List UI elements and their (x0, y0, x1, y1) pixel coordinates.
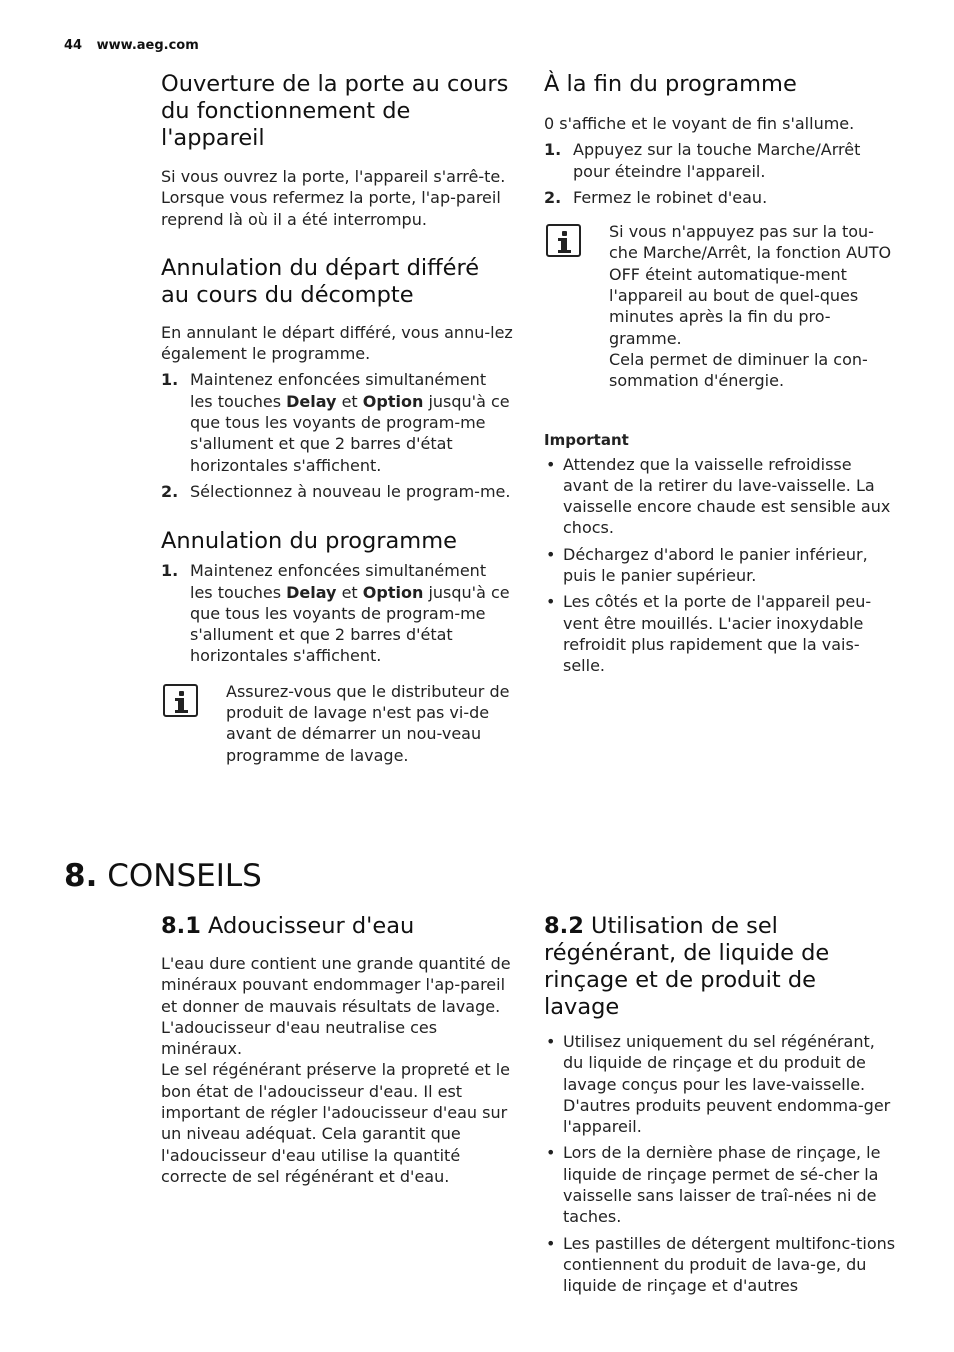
step-number: 1. (544, 140, 562, 160)
section-number: 8.2 (544, 913, 584, 939)
softener-paragraph-2: Le sel régénérant préserve la propreté et le bon état de l'adoucisseur d'eau. Il est important de régler l'adoucisseur d'eau sur un niveau adéquat. Cela garantit que l'adoucisseur d'eau utilise la quantité correcte de sel régénérant et d'eau. (161, 1060, 511, 1186)
important-list (544, 454, 896, 677)
bullet: • (546, 1032, 556, 1051)
chapter-name: CONSEILS (107, 858, 262, 894)
left-column (161, 71, 513, 766)
softener-paragraph-1: L'eau dure contient une grande quantité de minéraux pouvant endommager l'ap-pareil et donner de mauvais résultats de lavage. L'adoucisseur d'eau neutralise ces minéraux. (161, 954, 511, 1059)
bullet: • (546, 1143, 556, 1163)
step-number: 2. (161, 481, 179, 501)
note-text: Si vous n'appuyez pas sur la tou-che Marche/Arrêt, la fonction AUTO OFF éteint automatique-ment l'appareil au bout de quel-ques minutes après la fin du pro-gramme. (609, 222, 892, 348)
list-item (161, 560, 513, 666)
section-8-2 (544, 913, 896, 1297)
list-item (544, 544, 896, 587)
list-item (544, 139, 896, 182)
end-program-text: 0 s'affiche et le voyant de fin s'allume. (544, 114, 855, 133)
bullet: • (546, 454, 556, 474)
info-note (161, 681, 513, 766)
page-header (64, 38, 199, 53)
usage-list (544, 1031, 896, 1297)
bullet: • (546, 544, 556, 564)
step-text: Fermez le robinet d'eau. (573, 187, 768, 207)
item-text: Lors de la dernière phase de rinçage, le liquide de rinçage permet de sé-cher la vaisselle sans laisser de traî-nées ni de taches. (563, 1143, 881, 1227)
step-number: 1. (161, 561, 179, 581)
section-title-door-opening: Ouverture de la porte au cours du fonctionnement de l'appareil (161, 71, 509, 151)
chapter-title (64, 856, 262, 896)
note-text: Assurez-vous que le distributeur de produit de lavage n'est pas vi-de avant de démarrer un nou-veau programme de lavage. (226, 681, 510, 765)
list-item (544, 1031, 896, 1137)
cancel-program-steps (161, 560, 513, 666)
section-name: Adoucisseur d'eau (208, 913, 415, 939)
key-option: Option (362, 582, 424, 602)
right-column (544, 71, 896, 677)
step-text: et (336, 582, 363, 602)
list-item (544, 187, 896, 208)
item-text: Utilisez uniquement du sel régénérant, du liquide de rinçage et du produit de lavage conçus pour les lave-vaisselle. D'autres produits peuvent endomma-ger l'appareil. (563, 1032, 891, 1137)
section-name: Utilisation de sel régénérant, de liquide de rinçage et de produit de lavage (544, 913, 830, 1020)
page-number: 44 (64, 38, 83, 53)
info-icon (546, 224, 581, 257)
step-text: Sélectionnez à nouveau le program-me. (190, 481, 511, 501)
list-item (161, 481, 513, 502)
section-number: 8.1 (161, 913, 201, 939)
section-title-cancel-delay: Annulation du départ différé au cours du décompte (161, 254, 480, 308)
key-option: Option (362, 391, 424, 411)
step-text: Maintenez enfoncées simultanément les touches (190, 370, 487, 411)
cancel-delay-steps (161, 369, 513, 502)
note-text: Cela permet de diminuer la con-sommation d'énergie. (609, 349, 868, 391)
info-icon (163, 684, 198, 717)
section-8-1 (161, 913, 513, 1187)
step-number: 2. (544, 187, 562, 207)
step-text: Maintenez enfoncées simultanément les touches (190, 561, 487, 602)
door-opening-text: Si vous ouvrez la porte, l'appareil s'arrê-te. Lorsque vous refermez la porte, l'ap-pareil reprend là où il a été interrompu. (161, 167, 506, 229)
section-title-water-softener (161, 913, 513, 940)
step-text: jusqu'à ce que tous les voyants de program-me s'allument et que 2 barres d'état horizontales s'affichent. (190, 582, 510, 666)
chapter-number: 8. (64, 858, 98, 894)
bullet: • (546, 1233, 556, 1253)
section-title-cancel-program: Annulation du programme (161, 528, 457, 555)
step-number: 1. (161, 370, 179, 390)
section-title-salt-rinse-detergent (544, 913, 896, 1021)
step-text: jusqu'à ce que tous les voyants de program-me s'allument et que 2 barres d'état horizontales s'affichent. (190, 391, 510, 475)
list-item (161, 369, 513, 475)
bullet: • (546, 592, 556, 612)
step-text: Appuyez sur la touche Marche/Arrêt pour éteindre l'appareil. (573, 140, 861, 181)
list-item (544, 1142, 896, 1227)
key-delay: Delay (286, 391, 337, 411)
site-url: www.aeg.com (96, 38, 199, 53)
cancel-delay-text: En annulant le départ différé, vous annu-lez également le programme. (161, 322, 513, 364)
step-text: et (336, 391, 363, 411)
item-text: Déchargez d'abord le panier inférieur, puis le panier supérieur. (563, 544, 868, 586)
item-text: Les côtés et la porte de l'appareil peu-vent être mouillés. L'acier inoxydable refroidit plus rapidement que la vais-selle. (563, 592, 872, 676)
important-label: Important (544, 430, 629, 449)
list-item (544, 591, 896, 676)
list-item (544, 1233, 896, 1297)
item-text: Attendez que la vaisselle refroidisse avant de la retirer du lave-vaisselle. La vaisselle encore chaude est sensible aux chocs. (563, 454, 891, 538)
key-delay: Delay (286, 582, 337, 602)
list-item (544, 454, 896, 539)
item-text: Les pastilles de détergent multifonc-tions contiennent du produit de lava-ge, du liquide de rinçage et d'autres (563, 1233, 896, 1296)
end-program-steps (544, 139, 896, 208)
info-note (544, 221, 896, 391)
section-title-end-program: À la fin du programme (544, 71, 797, 97)
